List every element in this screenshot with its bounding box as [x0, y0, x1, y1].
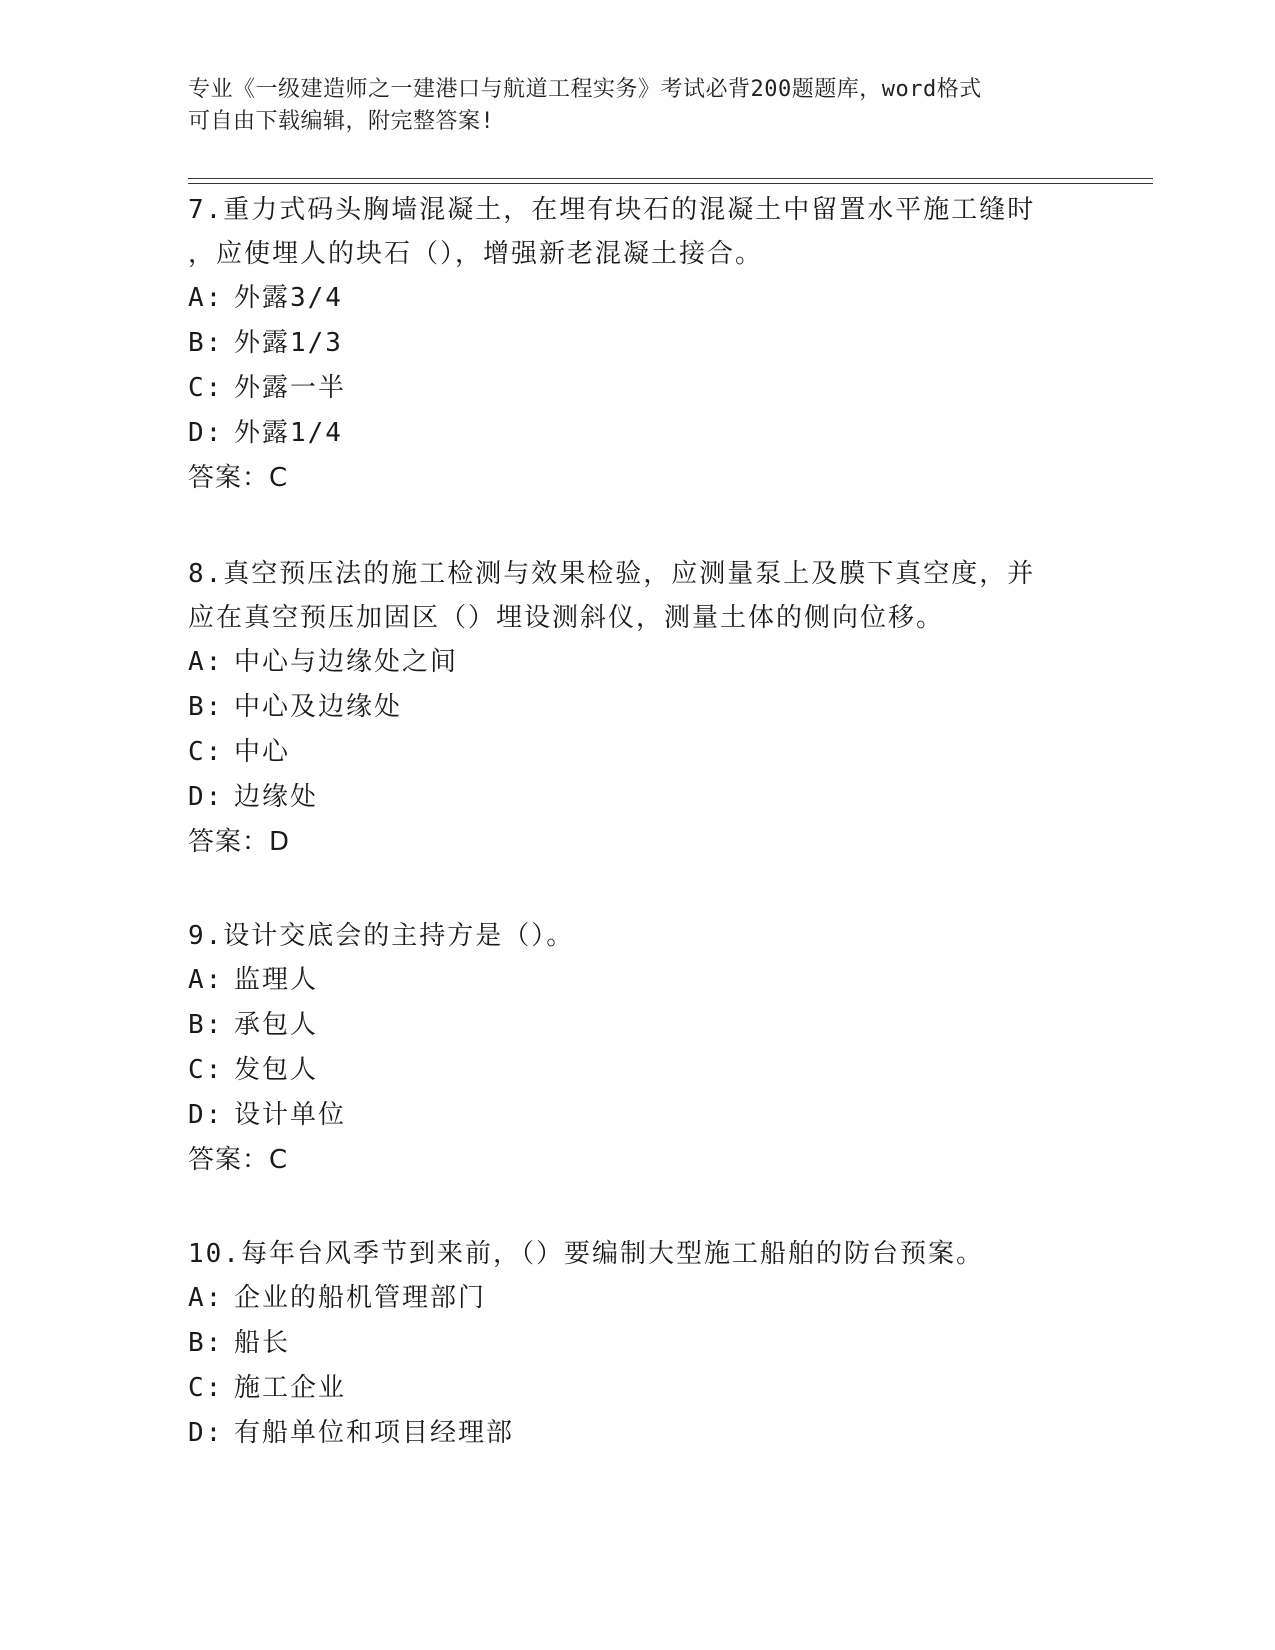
option-key: A:	[188, 647, 224, 677]
option-key: C:	[188, 373, 224, 403]
option-b	[188, 321, 1068, 366]
option-key: B:	[188, 1010, 224, 1040]
option-a	[188, 276, 1068, 321]
option-d	[188, 1093, 1068, 1138]
option-key: B:	[188, 1328, 224, 1358]
header-divider-top	[188, 178, 1153, 179]
question-line: 应在真空预压加固区（）埋设测斜仪，测量土体的侧向位移。	[188, 603, 945, 633]
option-d	[188, 411, 1068, 456]
option-c	[188, 1048, 1068, 1093]
option-key: B:	[188, 328, 224, 358]
option-text: 外露1/3	[234, 328, 343, 358]
document-header	[188, 74, 1068, 138]
option-text: 边缘处	[234, 782, 319, 812]
question-text	[188, 914, 1068, 958]
header-line-2: 可自由下载编辑，附完整答案!	[188, 109, 495, 134]
question-text	[188, 188, 1068, 276]
option-key: C:	[188, 1055, 224, 1085]
option-key: A:	[188, 283, 224, 313]
question-text	[188, 552, 1068, 640]
option-text: 船长	[234, 1328, 291, 1358]
question-9	[188, 914, 1068, 1183]
question-8	[188, 552, 1068, 865]
option-c	[188, 366, 1068, 411]
option-text: 外露3/4	[234, 283, 343, 313]
option-a	[188, 640, 1068, 685]
question-line: ，应使埋人的块石（），增强新老混凝土接合。	[188, 239, 764, 269]
option-text: 企业的船机管理部门	[234, 1283, 487, 1313]
option-b	[188, 1003, 1068, 1048]
option-text: 设计单位	[234, 1100, 347, 1130]
option-text: 承包人	[234, 1010, 319, 1040]
header-divider-bottom	[188, 183, 1153, 184]
option-c	[188, 730, 1068, 775]
option-key: A:	[188, 1283, 224, 1313]
header-line-1: 专业《一级建造师之一建港口与航道工程实务》考试必背200题题库，word格式	[188, 77, 982, 102]
option-key: D:	[188, 1418, 224, 1448]
option-text: 中心及边缘处	[234, 692, 403, 722]
option-text: 外露一半	[234, 373, 347, 403]
answer-label: 答案：D	[188, 827, 291, 857]
option-c	[188, 1366, 1068, 1411]
option-key: D:	[188, 418, 224, 448]
answer-label: 答案：C	[188, 463, 289, 493]
option-text: 外露1/4	[234, 418, 343, 448]
option-text: 中心与边缘处之间	[234, 647, 459, 677]
option-text: 监理人	[234, 965, 319, 995]
option-b	[188, 1321, 1068, 1366]
answer-label: 答案：C	[188, 1145, 289, 1175]
option-b	[188, 685, 1068, 730]
option-a	[188, 958, 1068, 1003]
option-text: 中心	[234, 737, 291, 767]
option-d	[188, 775, 1068, 820]
question-line: 7.重力式码头胸墙混凝土，在埋有块石的混凝土中留置水平施工缝时	[188, 195, 1036, 225]
option-text: 施工企业	[234, 1373, 347, 1403]
option-key: A:	[188, 965, 224, 995]
question-line: 10.每年台风季节到来前，（）要编制大型施工船舶的防台预案。	[188, 1239, 984, 1269]
option-key: C:	[188, 1373, 224, 1403]
option-a	[188, 1276, 1068, 1321]
option-key: D:	[188, 1100, 224, 1130]
option-key: B:	[188, 692, 224, 722]
option-d	[188, 1411, 1068, 1456]
option-text: 有船单位和项目经理部	[234, 1418, 515, 1448]
option-key: D:	[188, 782, 224, 812]
question-7	[188, 188, 1068, 501]
question-line: 9.设计交底会的主持方是（）。	[188, 921, 575, 951]
question-text	[188, 1232, 1068, 1276]
question-line: 8.真空预压法的施工检测与效果检验，应测量泵上及膜下真空度，并	[188, 559, 1036, 589]
option-key: C:	[188, 737, 224, 767]
option-text: 发包人	[234, 1055, 319, 1085]
question-10	[188, 1232, 1068, 1456]
